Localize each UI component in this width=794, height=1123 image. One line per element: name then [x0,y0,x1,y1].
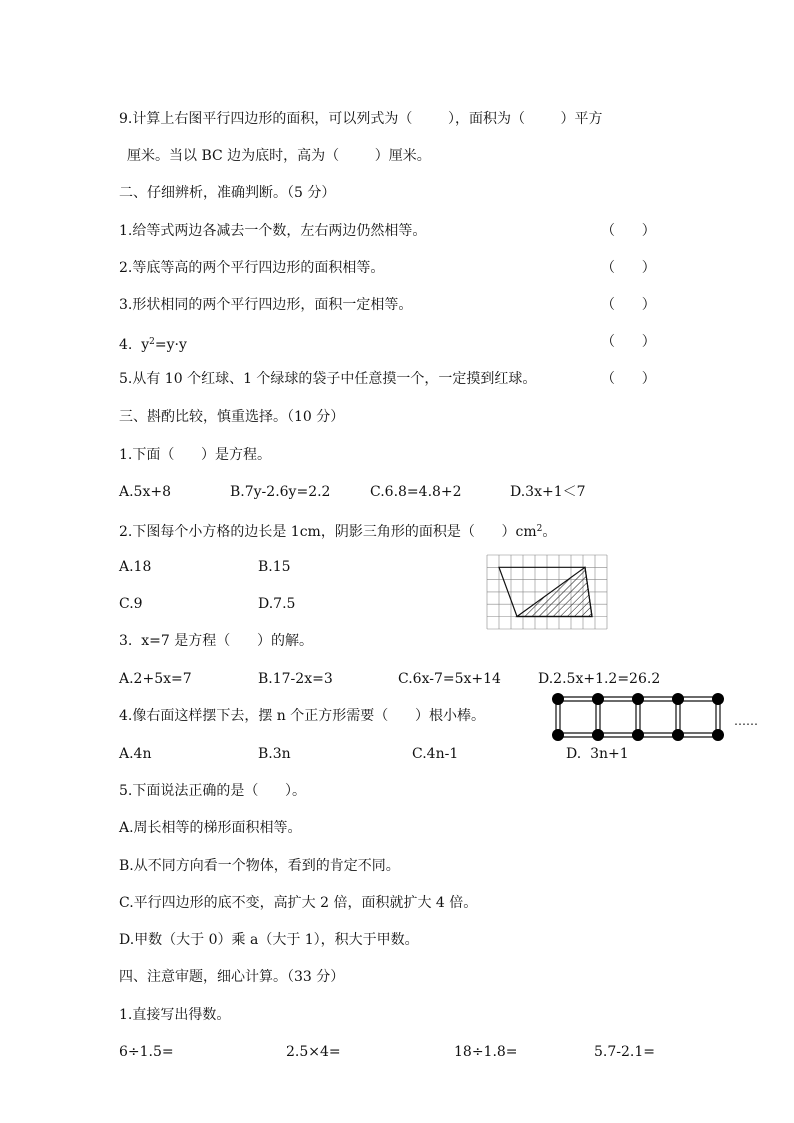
judge-item-4-exponent: 2 [149,337,155,347]
judge-item-4-rest: =y·y [154,337,187,353]
judge-item-3: 3.形状相同的两个平行四边形，面积一定相等。 [119,297,413,313]
judge-bracket-1[interactable]: （ ） [601,223,656,239]
choice-q4-option-d[interactable]: D. 3n+1 [566,746,629,762]
stick-joints [552,693,724,741]
choice-q3-stem: 3. x=7 是方程（ ）的解。 [119,633,313,649]
choice-q2-stem [119,520,556,541]
choice-q1-option-b[interactable]: B.7y-2.6y=2.2 [230,484,331,500]
choice-q2-option-b[interactable]: B.15 [258,559,291,575]
choice-q4-option-b[interactable]: B.3n [258,746,291,762]
choice-q1-option-a[interactable]: A.5x+8 [119,484,172,500]
judge-item-4 [119,333,187,354]
choice-q3-option-d[interactable]: D.2.5x+1.2=26.2 [538,671,661,687]
judge-item-4-base: 4. y [119,337,150,353]
q9-line1: 9.计算上右图平行四边形的面积，可以列式为（ ），面积为（ ）平方 [119,111,603,127]
choice-q1-option-d[interactable]: D.3x+1＜7 [510,484,586,500]
choice-q4-option-a[interactable]: A.4n [119,746,152,762]
section4-heading: 四、注意审题，细心计算。（33 分） [119,969,345,985]
judge-bracket-3[interactable]: （ ） [601,297,656,313]
choice-q2-option-d[interactable]: D.7.5 [258,596,296,612]
choice-q2-option-a[interactable]: A.18 [119,559,152,575]
judge-bracket-4[interactable]: （ ） [601,334,656,350]
choice-q4-option-c[interactable]: C.4n-1 [412,746,459,762]
choice-q5-option-d[interactable]: D.甲数（大于 0）乘 a（大于 1），积大于甲数。 [119,932,419,948]
judge-bracket-2[interactable]: （ ） [601,260,656,276]
choice-q2-unit-exponent: 2 [536,524,543,534]
grid-triangle-figure [487,555,607,630]
choice-q2-stem-end: 。 [542,524,557,540]
calc-item-2[interactable]: 2.5×4= [286,1044,341,1060]
choice-q4-stem: 4.像右面这样摆下去，摆 n 个正方形需要（ ）根小棒。 [119,708,485,724]
choice-q3-option-a[interactable]: A.2+5x=7 [119,671,192,687]
calc-q1-stem: 1.直接写出得数。 [119,1007,231,1023]
choice-q5-option-c[interactable]: C.平行四边形的底不变，高扩大 2 倍，面积就扩大 4 倍。 [119,895,478,911]
choice-q3-option-c[interactable]: C.6x-7=5x+14 [398,671,501,687]
judge-bracket-5[interactable]: （ ） [601,371,656,387]
calc-item-4[interactable]: 5.7-2.1= [594,1044,655,1060]
matchstick-squares-figure [552,692,724,742]
choice-q2-option-c[interactable]: C.9 [119,596,143,612]
calc-item-3[interactable]: 18÷1.8= [454,1044,518,1060]
matchstick-ellipsis: …… [734,714,758,728]
choice-q5-stem: 5.下面说法正确的是（ ）。 [119,783,307,799]
choice-q3-option-b[interactable]: B.17-2x=3 [258,671,333,687]
choice-q1-option-c[interactable]: C.6.8=4.8+2 [370,484,462,500]
judge-item-1: 1.给等式两边各减去一个数，左右两边仍然相等。 [119,223,427,239]
judge-item-5: 5.从有 10 个红球、1 个绿球的袋子中任意摸一个，一定摸到红球。 [119,371,537,387]
section2-heading: 二、仔细辨析，准确判断。（5 分） [119,185,336,201]
choice-q1-stem: 1.下面（ ）是方程。 [119,447,272,463]
choice-q5-option-a[interactable]: A.周长相等的梯形面积相等。 [119,820,302,836]
q9-line2: 厘米。当以 BC 边为底时，高为（ ）厘米。 [127,148,431,164]
choice-q2-stem-text: 2.下图每个小方格的边长是 1cm，阴影三角形的面积是（ ）cm [119,524,537,540]
calc-item-1[interactable]: 6÷1.5= [119,1044,174,1060]
section3-heading: 三、斟酌比较，慎重选择。（10 分） [119,409,345,425]
judge-item-2: 2.等底等高的两个平行四边形的面积相等。 [119,260,385,276]
choice-q5-option-b[interactable]: B.从不同方向看一个物体，看到的肯定不同。 [119,858,400,874]
